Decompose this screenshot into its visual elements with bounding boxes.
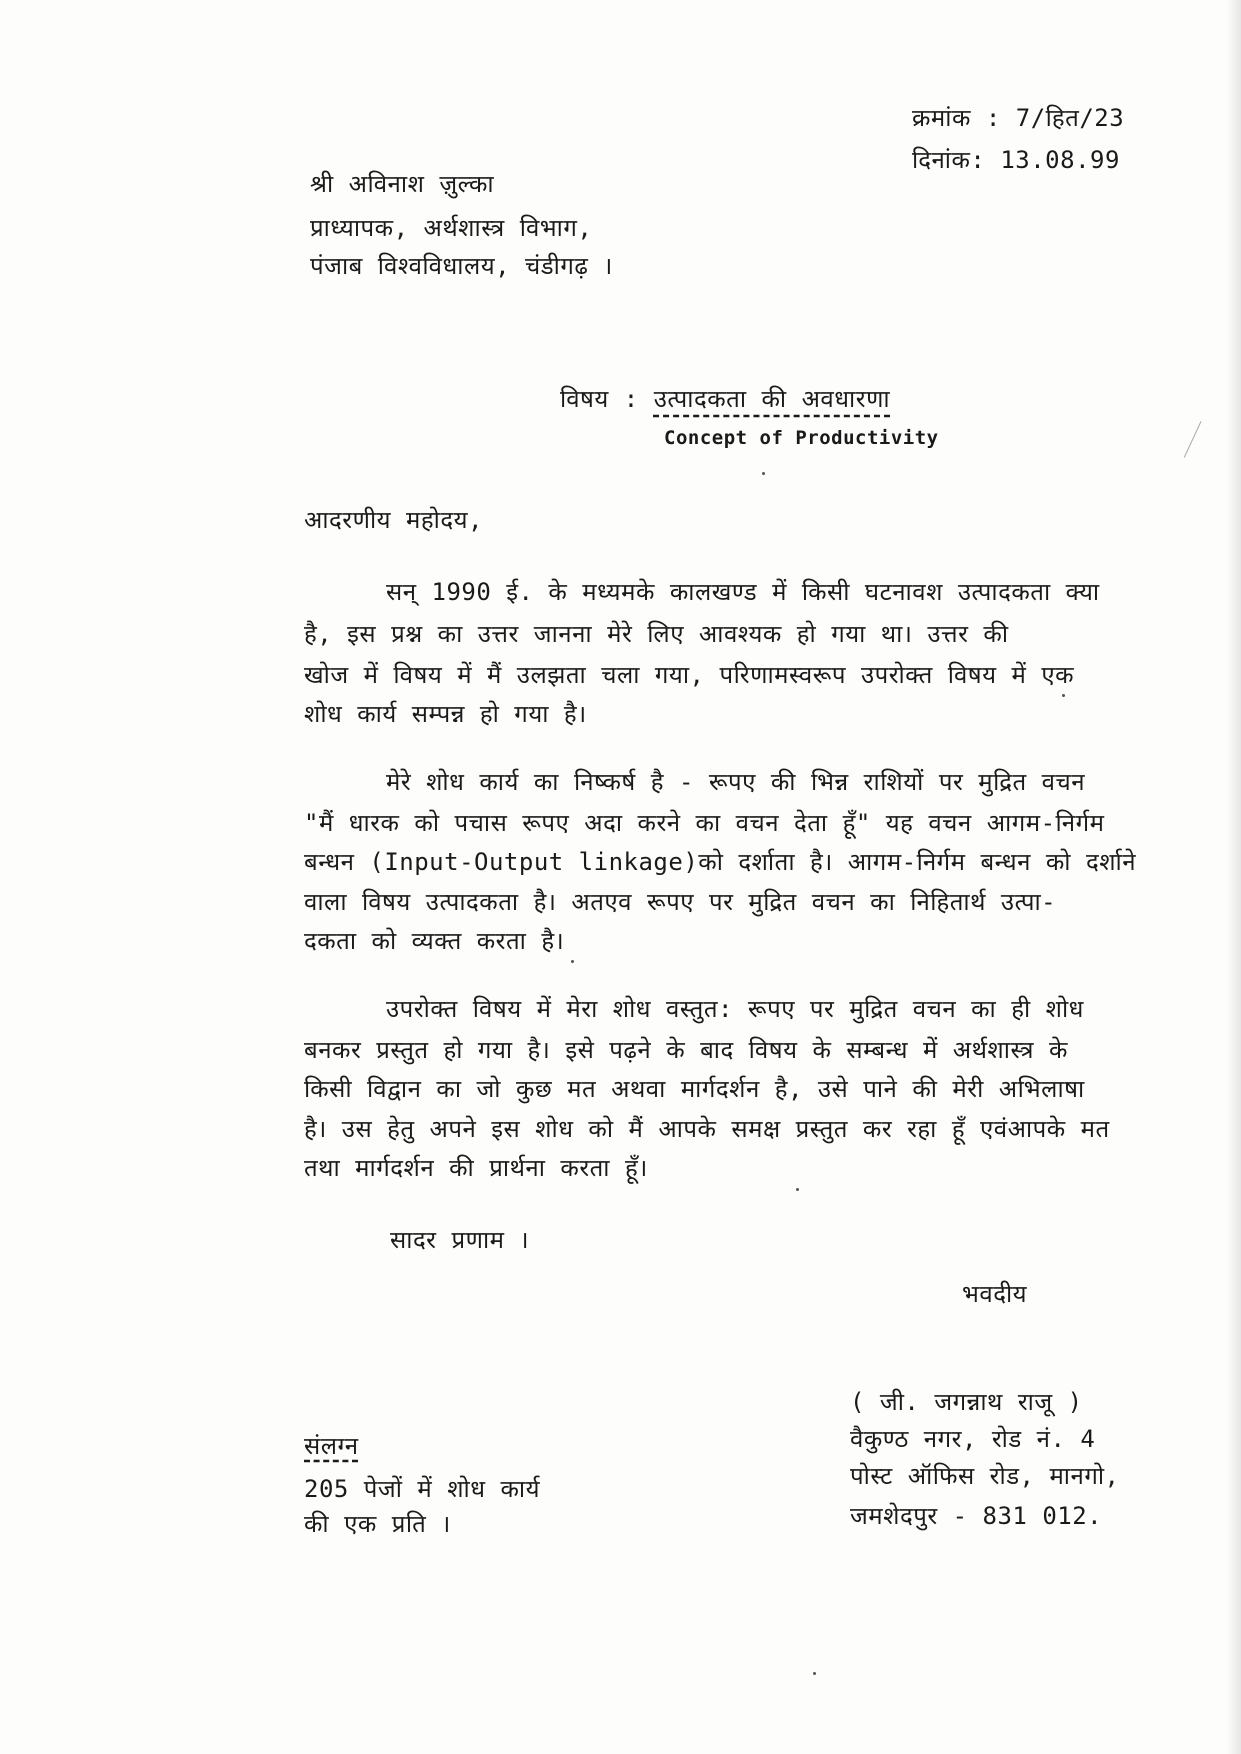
paragraph-3-line-4: है। उस हेतु अपने इस शोध को मैं आपके समक्ष प्रस्तुत कर रहा हूँ एवंआपके मत — [304, 1115, 1110, 1143]
paragraph-3-line-2: बनकर प्रस्तुत हो गया है। इसे पढ़ने के बाद विषय के सम्बन्ध में अर्थशास्त्र के — [304, 1036, 1068, 1064]
sender-address-line-3: जमशेदपुर - 831 012. — [850, 1502, 1103, 1530]
paper-speck — [796, 1188, 799, 1191]
subject-english: Concept of Productivity — [664, 427, 939, 449]
reference-number: क्रमांक : 7/हित/23 — [912, 104, 1125, 132]
sender-name: ( जी. जगन्नाथ राजू ) — [850, 1388, 1083, 1416]
paragraph-3-line-1: उपरोक्त विषय में मेरा शोध वस्तुत: रूपए पर मुद्रित वचन का ही शोध — [386, 995, 1084, 1023]
subject-hindi: उत्पादकता की अवधारणा — [653, 385, 891, 413]
paper-speck — [1062, 694, 1065, 697]
paper-speck — [762, 472, 765, 475]
sender-address-line-1: वैकुण्ठ नगर, रोड नं. 4 — [850, 1425, 1096, 1453]
recipient-institution: पंजाब विश्वविधालय, चंडीगढ़ । — [310, 252, 613, 280]
enclosure-label: संलग्न — [304, 1432, 359, 1460]
paragraph-2-line-5: दकता को व्यक्त करता है। — [304, 927, 565, 955]
paragraph-2-line-1: मेरे शोध कार्य का निष्कर्ष है - रूपए की भिन्न राशियों पर मुद्रित वचन — [386, 768, 1086, 796]
subject-line — [560, 385, 890, 413]
sender-address-line-2: पोस्ट ऑफिस रोड, मानगो, — [850, 1462, 1120, 1490]
salutation: आदरणीय महोदय, — [304, 506, 483, 534]
paragraph-3-line-3: किसी विद्वान का जो कुछ मत अथवा मार्गदर्शन है, उसे पाने की मेरी अभिलाषा — [304, 1075, 1085, 1103]
recipient-name: श्री अविनाश ज़ुल्का — [310, 170, 495, 198]
paragraph-2-line-3: बन्धन (Input-Output linkage)को दर्शाता है। आगम-निर्गम बन्धन को दर्शाने — [304, 848, 1137, 876]
paragraph-1-line-4: शोध कार्य सम्पन्न हो गया है। — [304, 700, 587, 728]
paper-speck — [813, 1672, 816, 1675]
paragraph-1-line-1: सन् 1990 ई. के मध्यमके कालखण्ड में किसी घटनावश उत्पादकता क्या — [386, 578, 1100, 606]
page-edge-shadow — [1227, 0, 1241, 1754]
letter-date: दिनांक: 13.08.99 — [912, 146, 1120, 174]
subject-label: विषय : — [560, 385, 639, 413]
paragraph-1-line-2: है, इस प्रश्न का उत्तर जानना मेरे लिए आवश्यक हो गया था। उत्तर की — [304, 620, 1009, 648]
recipient-designation: प्राध्यापक, अर्थशास्त्र विभाग, — [310, 214, 593, 242]
paragraph-2-line-4: वाला विषय उत्पादकता है। अतएव रूपए पर मुद्रित वचन का निहितार्थ उत्पा- — [304, 888, 1057, 916]
enclosure-line-2: की एक प्रति । — [304, 1510, 451, 1538]
enclosure-line-1: 205 पेजों में शोध कार्य — [304, 1475, 541, 1503]
paper-scratch — [1184, 421, 1205, 459]
paper-speck — [571, 960, 574, 963]
paragraph-3-line-5: तथा मार्गदर्शन की प्रार्थना करता हूँ। — [304, 1154, 648, 1182]
valediction: भवदीय — [962, 1280, 1028, 1308]
paragraph-1-line-3: खोज में विषय में मैं उलझता चला गया, परिणामस्वरूप उपरोक्त विषय में एक — [304, 661, 1075, 689]
paragraph-2-line-2: "मैं धारक को पचास रूपए अदा करने का वचन देता हूँ" यह वचन आगम-निर्गम — [304, 809, 1105, 837]
closing-greeting: सादर प्रणाम । — [390, 1226, 530, 1254]
